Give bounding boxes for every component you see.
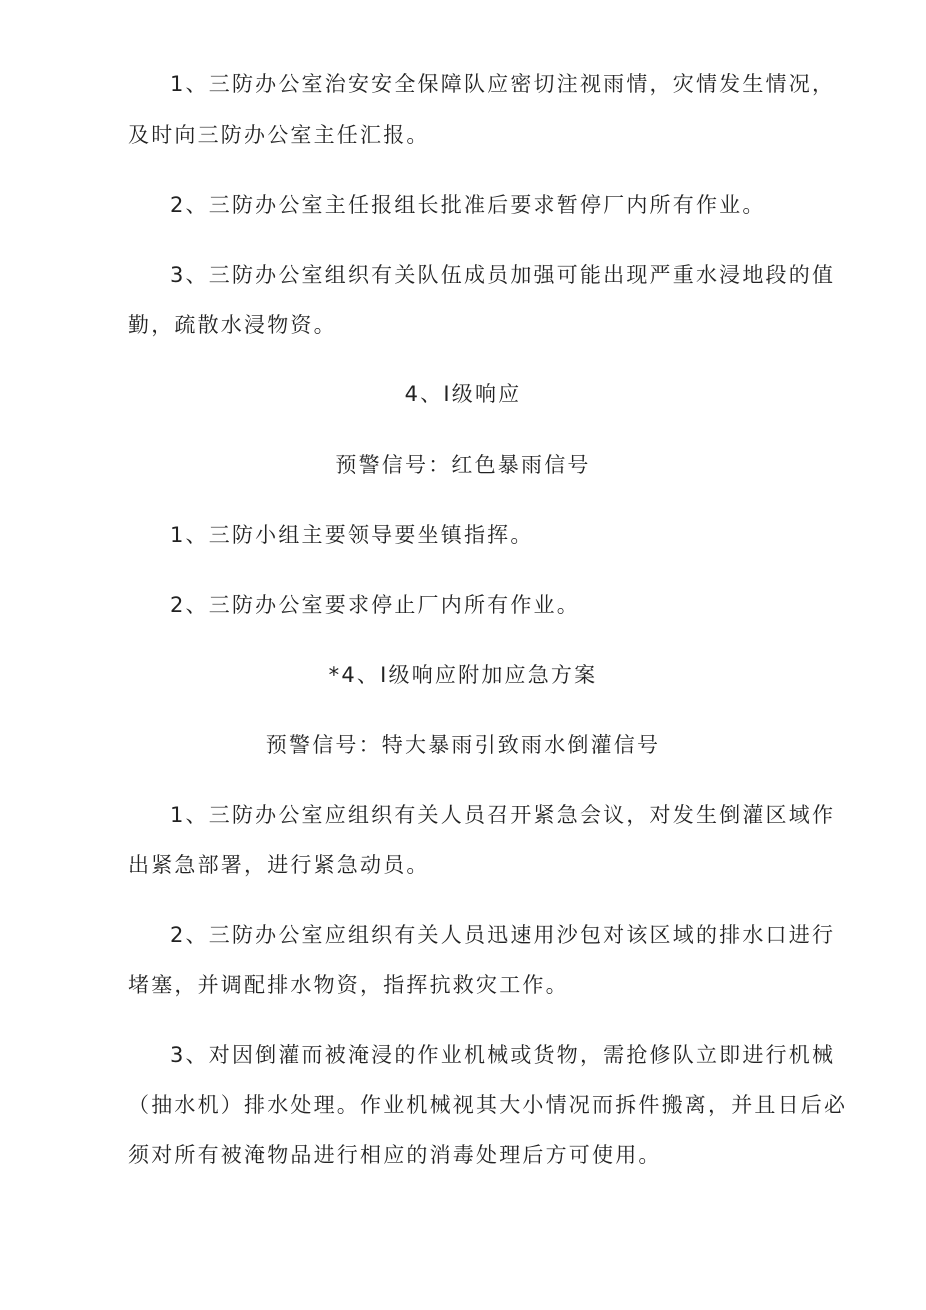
addon-item-2-line-1: 2、三防办公室应组织有关人员迅速用沙包对该区域的排水口进行 — [170, 923, 836, 947]
level1-item-1: 1、三防小组主要领导要坐镇指挥。 — [170, 523, 534, 547]
level3-item-3-line-1: 3、三防办公室组织有关队伍成员加强可能出现严重水浸地段的值 — [170, 263, 836, 287]
level1-heading: 4、Ⅰ级响应 — [404, 382, 522, 406]
level3-item-1-line-2: 及时向三防办公室主任汇报。 — [128, 123, 430, 147]
level3-item-1-line-1: 1、三防办公室治安安全保障队应密切注视雨情，灾情发生情况， — [170, 72, 836, 96]
addon-item-1-line-2: 出紧急部署，进行紧急动员。 — [128, 853, 430, 877]
addon-item-2-line-2: 堵塞，并调配排水物资，指挥抗救灾工作。 — [128, 973, 569, 997]
level1-item-2: 2、三防办公室要求停止厂内所有作业。 — [170, 593, 580, 617]
level3-item-3-line-2: 勤，疏散水浸物资。 — [128, 313, 337, 337]
level1-signal: 预警信号：红色暴雨信号 — [335, 453, 591, 477]
addon-item-3-line-1: 3、对因倒灌而被淹浸的作业机械或货物，需抢修队立即进行机械 — [170, 1043, 836, 1067]
addon-signal: 预警信号：特大暴雨引致雨水倒灌信号 — [265, 733, 661, 757]
level3-item-2-line-1: 2、三防办公室主任报组长批准后要求暂停厂内所有作业。 — [170, 193, 766, 217]
addon-item-3-line-3: 须对所有被淹物品进行相应的消毒处理后方可使用。 — [128, 1143, 662, 1167]
addon-heading: *4、Ⅰ级响应附加应急方案 — [328, 663, 598, 687]
addon-item-1-line-1: 1、三防办公室应组织有关人员召开紧急会议，对发生倒灌区域作 — [170, 803, 836, 827]
addon-item-3-line-2: （抽水机）排水处理。作业机械视其大小情况而拆件搬离，并且日后必 — [128, 1093, 848, 1117]
